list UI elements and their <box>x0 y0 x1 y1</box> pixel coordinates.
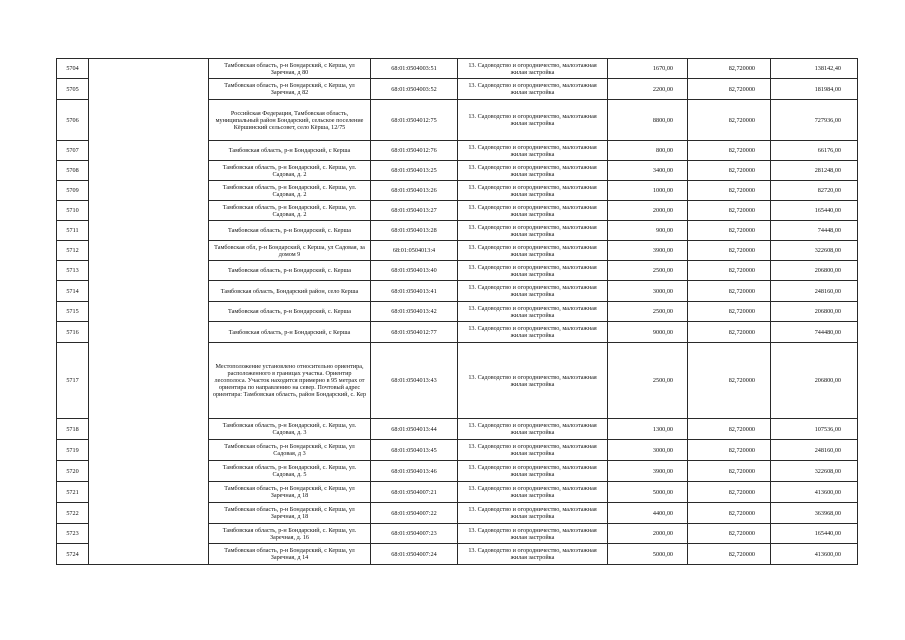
row-number-cell: 5712 <box>57 241 89 261</box>
area-cell: 2200,00 <box>608 79 688 100</box>
spacer-cell <box>89 79 209 100</box>
cadastral-number-cell: 68:01:0504013:25 <box>371 161 458 181</box>
cadastral-rate-cell: 82,720000 <box>688 503 771 524</box>
spacer-cell <box>89 100 209 141</box>
area-cell: 3900,00 <box>608 461 688 482</box>
cadastral-value-cell: 74448,00 <box>771 221 858 241</box>
cadastral-number-cell: 68:01:0504007:22 <box>371 503 458 524</box>
cadastral-number-cell: 68:01:0504007:21 <box>371 482 458 503</box>
cadastral-number-cell: 68:01:0504013:45 <box>371 440 458 461</box>
land-use-cell: 13. Садоводство и огородничество, малоэтажная жилая застройка <box>458 141 608 161</box>
table-row <box>57 261 858 281</box>
table-row <box>57 302 858 322</box>
row-number-cell: 5715 <box>57 302 89 322</box>
spacer-cell <box>89 161 209 181</box>
table-row <box>57 544 858 565</box>
spacer-cell <box>89 281 209 302</box>
table-row <box>57 503 858 524</box>
row-number-cell: 5709 <box>57 181 89 201</box>
table-row <box>57 281 858 302</box>
address-cell: Тамбовская область, Бондарский район, село Керша <box>209 281 371 302</box>
row-number-cell: 5721 <box>57 482 89 503</box>
cadastral-number-cell: 68:01:0504003:52 <box>371 79 458 100</box>
spacer-cell <box>89 419 209 440</box>
cadastral-rate-cell: 82,720000 <box>688 79 771 100</box>
cadastral-rate-cell: 82,720000 <box>688 482 771 503</box>
cadastral-number-cell: 68:01:0504013:27 <box>371 201 458 221</box>
table-row <box>57 482 858 503</box>
address-cell: Тамбовская область, р-н Бондарский, с. Керша <box>209 261 371 281</box>
row-number-cell: 5708 <box>57 161 89 181</box>
cadastral-value-cell: 206800,00 <box>771 261 858 281</box>
address-cell: Тамбовская область, р-н Бондарский, с. Керша <box>209 221 371 241</box>
cadastral-number-cell: 68:01:0504013:28 <box>371 221 458 241</box>
spacer-cell <box>89 524 209 544</box>
area-cell: 2500,00 <box>608 302 688 322</box>
area-cell: 1300,00 <box>608 419 688 440</box>
cadastral-rate-cell: 82,720000 <box>688 440 771 461</box>
land-use-cell: 13. Садоводство и огородничество, малоэтажная жилая застройка <box>458 440 608 461</box>
spacer-cell <box>89 201 209 221</box>
cadastral-number-cell: 68:01:0504013:42 <box>371 302 458 322</box>
land-use-cell: 13. Садоводство и огородничество, малоэтажная жилая застройка <box>458 221 608 241</box>
cadastral-rate-cell: 82,720000 <box>688 181 771 201</box>
area-cell: 3900,00 <box>608 241 688 261</box>
cadastral-rate-cell: 82,720000 <box>688 201 771 221</box>
cadastral-rate-cell: 82,720000 <box>688 100 771 141</box>
address-cell: Тамбовская область, р-н Бондарский, с. Керша, ул. Садовая, д. 2 <box>209 201 371 221</box>
address-cell: Тамбовская обл, р-н Бондарский, с Керша, ул Садовая, за домом 9 <box>209 241 371 261</box>
address-cell: Тамбовская область, р-н Бондарский, с Керша, ул Заречная, д 80 <box>209 59 371 79</box>
row-number-cell: 5705 <box>57 79 89 100</box>
land-use-cell: 13. Садоводство и огородничество, малоэтажная жилая застройка <box>458 59 608 79</box>
table-row <box>57 440 858 461</box>
area-cell: 3000,00 <box>608 281 688 302</box>
area-cell: 2500,00 <box>608 261 688 281</box>
address-cell: Тамбовская область, р-н Бондарский, с. Керша, ул. Заречная, д. 16 <box>209 524 371 544</box>
cadastral-rate-cell: 82,720000 <box>688 524 771 544</box>
land-use-cell: 13. Садоводство и огородничество, малоэтажная жилая застройка <box>458 181 608 201</box>
spacer-cell <box>89 59 209 79</box>
area-cell: 900,00 <box>608 221 688 241</box>
table-row <box>57 343 858 419</box>
row-number-cell: 5717 <box>57 343 89 419</box>
cadastral-value-cell: 206800,00 <box>771 343 858 419</box>
cadastral-value-cell: 744480,00 <box>771 322 858 343</box>
table-row <box>57 524 858 544</box>
cadastral-value-cell: 248160,00 <box>771 281 858 302</box>
cadastral-rate-cell: 82,720000 <box>688 419 771 440</box>
spacer-cell <box>89 221 209 241</box>
address-cell: Тамбовская область, р-н Бондарский, с Керша <box>209 141 371 161</box>
cadastral-number-cell: 68:01:0504007:24 <box>371 544 458 565</box>
cadastral-rate-cell: 82,720000 <box>688 161 771 181</box>
area-cell: 5000,00 <box>608 482 688 503</box>
cadastral-rate-cell: 82,720000 <box>688 261 771 281</box>
table-row <box>57 461 858 482</box>
table-row <box>57 141 858 161</box>
area-cell: 2000,00 <box>608 201 688 221</box>
address-cell: Тамбовская область, р-н Бондарский, с. Керша, ул. Садовая, д. 5 <box>209 461 371 482</box>
land-use-cell: 13. Садоводство и огородничество, малоэтажная жилая застройка <box>458 461 608 482</box>
area-cell: 9000,00 <box>608 322 688 343</box>
row-number-cell: 5719 <box>57 440 89 461</box>
cadastral-value-cell: 82720,00 <box>771 181 858 201</box>
cadastral-value-cell: 413600,00 <box>771 544 858 565</box>
area-cell: 1670,00 <box>608 59 688 79</box>
cadastral-value-cell: 107536,00 <box>771 419 858 440</box>
row-number-cell: 5704 <box>57 59 89 79</box>
cadastral-rate-cell: 82,720000 <box>688 59 771 79</box>
cadastral-rate-cell: 82,720000 <box>688 141 771 161</box>
cadastral-rate-cell: 82,720000 <box>688 322 771 343</box>
cadastral-value-cell: 138142,40 <box>771 59 858 79</box>
cadastral-value-cell: 413600,00 <box>771 482 858 503</box>
cadastral-value-cell: 66176,00 <box>771 141 858 161</box>
table-row <box>57 221 858 241</box>
area-cell: 1000,00 <box>608 181 688 201</box>
table-row <box>57 79 858 100</box>
table-row <box>57 241 858 261</box>
cadastral-value-cell: 206800,00 <box>771 302 858 322</box>
address-cell: Тамбовская область, р-н Бондарский, с Керша, ул Садовая, д 3 <box>209 440 371 461</box>
row-number-cell: 5720 <box>57 461 89 482</box>
spacer-cell <box>89 141 209 161</box>
address-cell: Тамбовская область, р-н Бондарский, с Керша, ул Заречная, д 18 <box>209 482 371 503</box>
spacer-cell <box>89 261 209 281</box>
land-use-cell: 13. Садоводство и огородничество, малоэтажная жилая застройка <box>458 281 608 302</box>
cadastral-number-cell: 68:01:0504012:75 <box>371 100 458 141</box>
area-cell: 2000,00 <box>608 524 688 544</box>
cadastral-value-cell: 727936,00 <box>771 100 858 141</box>
area-cell: 5000,00 <box>608 544 688 565</box>
area-cell: 3000,00 <box>608 440 688 461</box>
area-cell: 4400,00 <box>608 503 688 524</box>
table-row <box>57 59 858 79</box>
land-use-cell: 13. Садоводство и огородничество, малоэтажная жилая застройка <box>458 201 608 221</box>
land-register-table <box>56 58 858 565</box>
spacer-cell <box>89 322 209 343</box>
area-cell: 800,00 <box>608 141 688 161</box>
table-row <box>57 181 858 201</box>
cadastral-number-cell: 68:01:0504013:43 <box>371 343 458 419</box>
spacer-cell <box>89 503 209 524</box>
land-use-cell: 13. Садоводство и огородничество, малоэтажная жилая застройка <box>458 419 608 440</box>
land-use-cell: 13. Садоводство и огородничество, малоэтажная жилая застройка <box>458 79 608 100</box>
row-number-cell: 5718 <box>57 419 89 440</box>
land-use-cell: 13. Садоводство и огородничество, малоэтажная жилая застройка <box>458 482 608 503</box>
address-cell: Тамбовская область, р-н Бондарский, с Керша, ул Заречная, д 14 <box>209 544 371 565</box>
land-use-cell: 13. Садоводство и огородничество, малоэтажная жилая застройка <box>458 524 608 544</box>
address-cell: Тамбовская область, р-н Бондарский, с. Керша, ул. Садовая, д. 2 <box>209 181 371 201</box>
cadastral-value-cell: 165440,00 <box>771 524 858 544</box>
cadastral-number-cell: 68:01:0504013:26 <box>371 181 458 201</box>
cadastral-value-cell: 322608,00 <box>771 461 858 482</box>
address-cell: Тамбовская область, р-н Бондарский, с Керша, ул Заречная, д 18 <box>209 503 371 524</box>
land-use-cell: 13. Садоводство и огородничество, малоэтажная жилая застройка <box>458 503 608 524</box>
row-number-cell: 5714 <box>57 281 89 302</box>
spacer-cell <box>89 343 209 419</box>
land-use-cell: 13. Садоводство и огородничество, малоэтажная жилая застройка <box>458 302 608 322</box>
cadastral-number-cell: 68:01:0504013:40 <box>371 261 458 281</box>
cadastral-number-cell: 68:01:0504012:76 <box>371 141 458 161</box>
table-row <box>57 322 858 343</box>
row-number-cell: 5722 <box>57 503 89 524</box>
cadastral-value-cell: 248160,00 <box>771 440 858 461</box>
spacer-cell <box>89 482 209 503</box>
address-cell: Тамбовская область, р-н Бондарский, с. Керша, ул. Садовая, д. 3 <box>209 419 371 440</box>
cadastral-value-cell: 363968,00 <box>771 503 858 524</box>
spacer-cell <box>89 544 209 565</box>
cadastral-rate-cell: 82,720000 <box>688 221 771 241</box>
spacer-cell <box>89 241 209 261</box>
cadastral-rate-cell: 82,720000 <box>688 544 771 565</box>
row-number-cell: 5707 <box>57 141 89 161</box>
table-row <box>57 161 858 181</box>
cadastral-value-cell: 322608,00 <box>771 241 858 261</box>
row-number-cell: 5706 <box>57 100 89 141</box>
address-cell: Тамбовская область, р-н Бондарский, с. Керша, ул. Садовая, д. 2 <box>209 161 371 181</box>
row-number-cell: 5710 <box>57 201 89 221</box>
cadastral-rate-cell: 82,720000 <box>688 241 771 261</box>
cadastral-number-cell: 68:01:0504003:51 <box>371 59 458 79</box>
cadastral-rate-cell: 82,720000 <box>688 302 771 322</box>
table-row <box>57 100 858 141</box>
row-number-cell: 5711 <box>57 221 89 241</box>
table-row <box>57 419 858 440</box>
land-use-cell: 13. Садоводство и огородничество, малоэтажная жилая застройка <box>458 100 608 141</box>
address-cell: Местоположение установлено относительно ориентира, расположенного в границах участка. Ориентир лесополоса. Участок находится примерно в 95 метрах от ориентира по направлению на север. Почтовый адрес ориентира: Тамбовская область, район Бондарский, с. Кер <box>209 343 371 419</box>
cadastral-rate-cell: 82,720000 <box>688 461 771 482</box>
cadastral-number-cell: 68:01:0504007:23 <box>371 524 458 544</box>
area-cell: 2500,00 <box>608 343 688 419</box>
cadastral-number-cell: 68:01:0504013:44 <box>371 419 458 440</box>
land-use-cell: 13. Садоводство и огородничество, малоэтажная жилая застройка <box>458 241 608 261</box>
cadastral-rate-cell: 82,720000 <box>688 281 771 302</box>
spacer-cell <box>89 181 209 201</box>
cadastral-value-cell: 181984,00 <box>771 79 858 100</box>
cadastral-value-cell: 165440,00 <box>771 201 858 221</box>
spacer-cell <box>89 302 209 322</box>
cadastral-number-cell: 68:01:0504013:46 <box>371 461 458 482</box>
area-cell: 3400,00 <box>608 161 688 181</box>
land-use-cell: 13. Садоводство и огородничество, малоэтажная жилая застройка <box>458 343 608 419</box>
land-use-cell: 13. Садоводство и огородничество, малоэтажная жилая застройка <box>458 544 608 565</box>
land-use-cell: 13. Садоводство и огородничество, малоэтажная жилая застройка <box>458 161 608 181</box>
cadastral-number-cell: 68:01:0504012:77 <box>371 322 458 343</box>
address-cell: Тамбовская область, р-н Бондарский, с Керша, ул Заречная, д 82 <box>209 79 371 100</box>
cadastral-number-cell: 68:01:0504013:41 <box>371 281 458 302</box>
row-number-cell: 5724 <box>57 544 89 565</box>
address-cell: Тамбовская область, р-н Бондарский, с Керша <box>209 322 371 343</box>
row-number-cell: 5713 <box>57 261 89 281</box>
row-number-cell: 5723 <box>57 524 89 544</box>
address-cell: Российская Федерация, Тамбовская область, муниципальный район Бондарский, сельское поселение Кёршинский сельсовет, село Кёрша, 12/75 <box>209 100 371 141</box>
area-cell: 8800,00 <box>608 100 688 141</box>
spacer-cell <box>89 461 209 482</box>
land-use-cell: 13. Садоводство и огородничество, малоэтажная жилая застройка <box>458 261 608 281</box>
row-number-cell: 5716 <box>57 322 89 343</box>
cadastral-rate-cell: 82,720000 <box>688 343 771 419</box>
land-use-cell: 13. Садоводство и огородничество, малоэтажная жилая застройка <box>458 322 608 343</box>
cadastral-number-cell: 68:01:0504013:4 <box>371 241 458 261</box>
address-cell: Тамбовская область, р-н Бондарский, с. Керша <box>209 302 371 322</box>
spacer-cell <box>89 440 209 461</box>
table-row <box>57 201 858 221</box>
cadastral-value-cell: 281248,00 <box>771 161 858 181</box>
